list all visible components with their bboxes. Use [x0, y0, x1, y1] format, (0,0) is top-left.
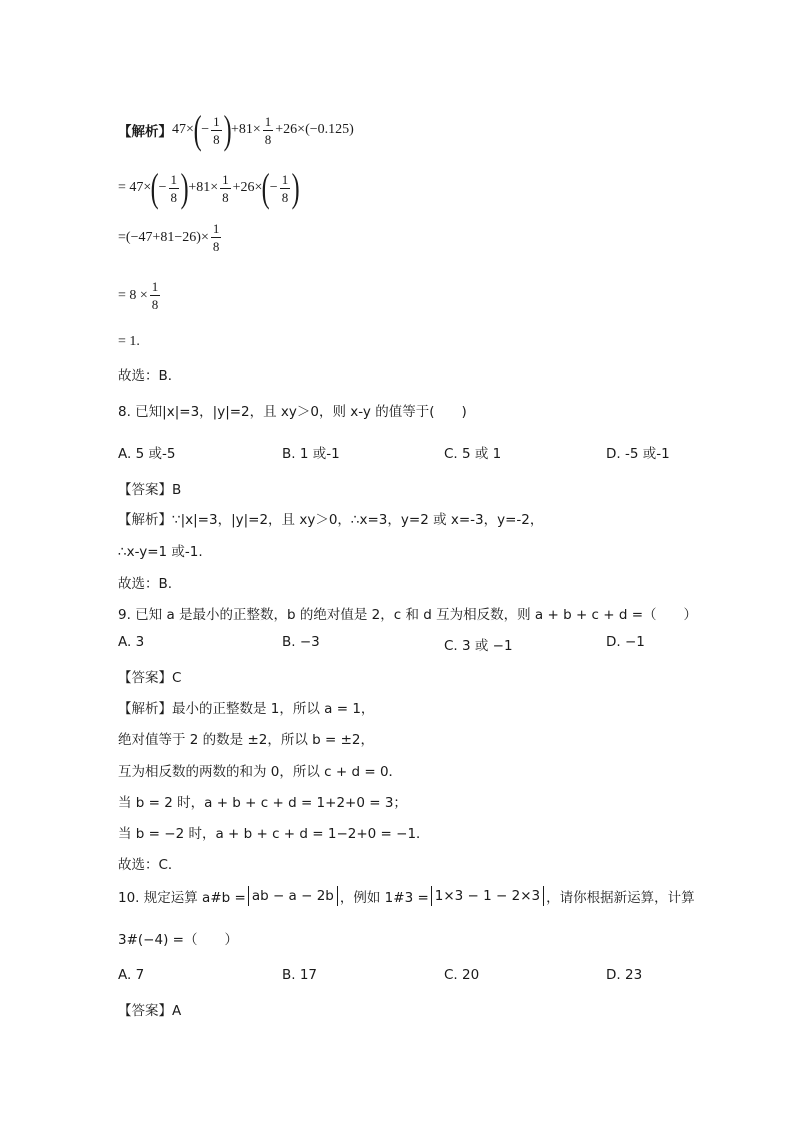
fraction: $\frac{1}{8}$ — [151, 279, 159, 312]
q10-stem-part: ，请你根据新运算，计算 — [546, 890, 695, 906]
q8-answer: 【答案】B — [118, 482, 182, 498]
q10-stem-line2: 3#(−4) =（ ） — [118, 932, 238, 948]
right-paren: ) — [291, 165, 300, 210]
q9-option-d: D. −1 — [606, 634, 645, 650]
eq-term: +81× — [188, 180, 219, 195]
right-paren: ) — [196, 229, 201, 245]
solution-7-conclusion: 故选：B． — [118, 368, 182, 384]
eq-term: = 8 × — [118, 287, 148, 303]
q10-option-b: B. 17 — [282, 967, 318, 983]
minus-sign: − — [269, 180, 278, 195]
q9-analysis-3: 互为相反数的两数的和为 0，所以 c + d = 0． — [118, 764, 403, 780]
q9-option-c: C. 3 或 −1 — [444, 638, 513, 654]
right-paren: ) — [349, 122, 354, 137]
q10-stem-part: 10. 规定运算 a#b = — [118, 890, 246, 906]
right-paren: ) — [180, 165, 189, 210]
q10-stem-line1 — [118, 886, 695, 906]
absolute-value-expr: 1×3 − 1 − 2×3 — [431, 886, 544, 906]
q9-stem: 9. 已知 a 是最小的正整数，b 的绝对值是 2，c 和 d 互为相反数，则 a + b + c + d =（ ） — [118, 607, 698, 623]
q9-analysis-5: 当 b = −2 时，a + b + c + d = 1−2+0 = −1． — [118, 826, 430, 842]
solution-7-eq4 — [118, 280, 162, 311]
eq-term: 47× — [172, 122, 194, 137]
solution-7-eq3 — [118, 222, 223, 253]
solution-7-eq2 — [118, 165, 300, 210]
left-paren: ( — [125, 229, 131, 245]
minus-sign: − — [158, 180, 167, 195]
q8-option-b: B. 1 或-1 — [282, 446, 340, 462]
q8-analysis-1: 【解析】∵|x|=3，|y|=2，且 xy＞0，∴x=3，y=2 或 x=-3，y=-2， — [118, 512, 544, 528]
q10-option-a: A. 7 — [118, 967, 145, 983]
fraction: $\frac{1}{8}$ — [281, 171, 289, 205]
fraction: $\frac{1}{8}$ — [264, 113, 272, 147]
left-paren: ( — [262, 165, 271, 210]
q8-option-c: C. 5 或 1 — [444, 446, 502, 462]
q8-analysis-2: ∴x-y=1 或-1. — [118, 544, 203, 560]
q9-option-b: B. −3 — [282, 634, 320, 650]
q8-option-d: D. -5 或-1 — [606, 446, 670, 462]
eq-term: +26× — [232, 180, 263, 195]
eq-term: × — [200, 229, 209, 245]
fraction: $\frac{1}{8}$ — [213, 113, 220, 147]
solution-7-eq1 — [118, 107, 354, 152]
eq-term: = — [118, 229, 126, 245]
left-paren: ( — [305, 122, 310, 137]
q9-analysis-2: 绝对值等于 2 的数是 ±2，所以 b = ±2， — [118, 732, 375, 748]
eq-term: −0.125 — [309, 122, 350, 137]
absolute-value-expr: ab − a − 2b — [248, 886, 338, 906]
left-paren: ( — [193, 107, 202, 152]
eq-result: = 1. — [118, 334, 140, 349]
solution-7-eq5 — [118, 334, 140, 350]
q9-answer: 【答案】C — [118, 670, 182, 686]
q10-option-d: D. 23 — [606, 967, 643, 983]
q8-option-a: A. 5 或-5 — [118, 446, 176, 462]
q9-analysis-1: 【解析】最小的正整数是 1，所以 a = 1， — [118, 701, 375, 717]
q9-analysis-4: 当 b = 2 时，a + b + c + d = 1+2+0 = 3； — [118, 795, 407, 811]
q10-option-c: C. 20 — [444, 967, 480, 983]
eq-term: −47+81−26 — [130, 229, 197, 245]
fraction: $\frac{1}{8}$ — [212, 221, 220, 254]
eq-term: +81× — [230, 122, 261, 137]
fraction: $\frac{1}{8}$ — [222, 171, 229, 205]
q10-answer: 【答案】A — [118, 1003, 182, 1019]
right-paren: ) — [223, 107, 232, 152]
analysis-label: 【解析】 — [118, 124, 172, 140]
q8-conclusion: 故选：B. — [118, 576, 173, 592]
eq-term: +26× — [275, 122, 306, 137]
q8-stem: 8. 已知|x|=3，|y|=2，且 xy＞0，则 x-y 的值等于( ) — [118, 404, 467, 420]
minus-sign: − — [201, 122, 210, 137]
q10-stem-part: ，例如 1#3 = — [339, 890, 429, 906]
q9-conclusion: 故选：C． — [118, 857, 182, 873]
left-paren: ( — [150, 165, 159, 210]
q9-option-a: A. 3 — [118, 634, 145, 650]
eq-term: = 47× — [118, 180, 152, 195]
fraction: $\frac{1}{8}$ — [170, 171, 178, 205]
